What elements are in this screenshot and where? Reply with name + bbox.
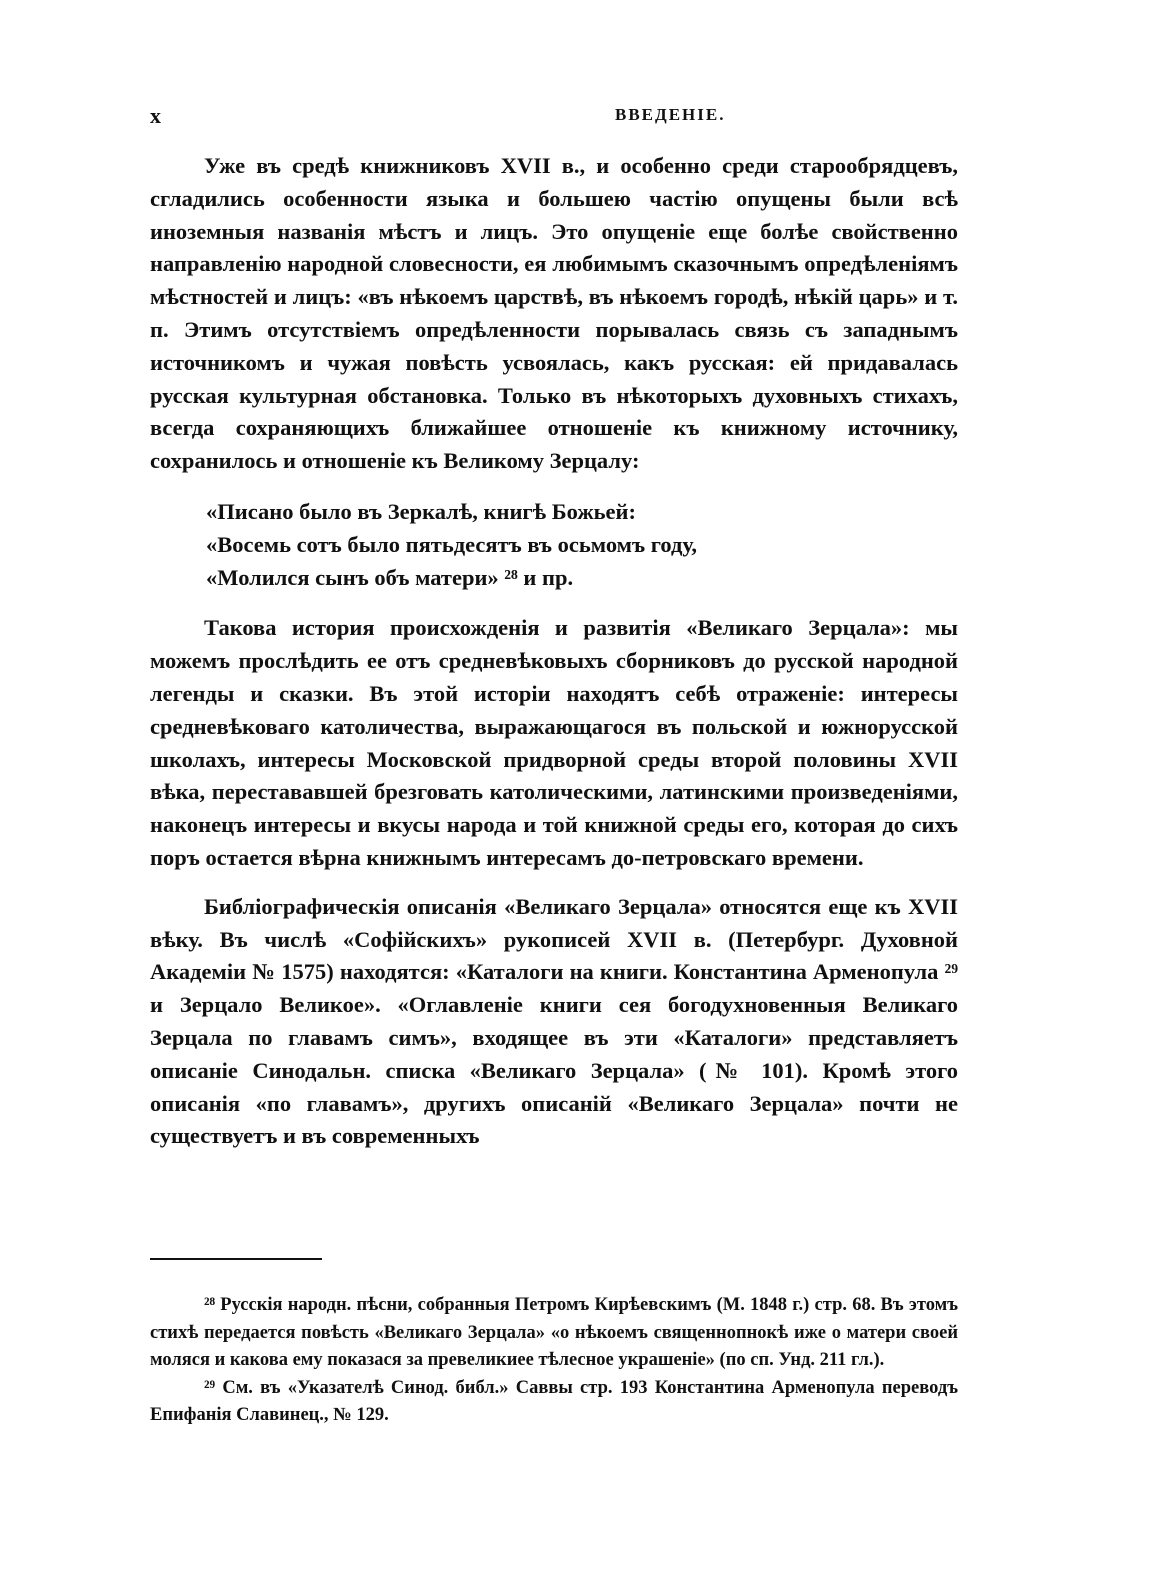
- footnotes: [150, 1292, 958, 1430]
- quote-line: «Восемь сотъ было пятьдесятъ въ осьмомъ году,: [206, 531, 697, 557]
- paragraph: Библіографическія описанія «Великаго Зерцала» относятся еще къ XVII вѣку. Въ числѣ «Софійскихъ» рукописей XVII в. (Петербург. Духовной Академіи № 1575) находятся: «Каталоги на книги. Константина Арменопула ²⁹ и Зерцало Великое». «Оглавленіе книги сея богодухновенныя Великаго Зерцала по главамъ симъ», входящее въ эти «Каталоги» представляетъ описаніе Синодальн. списка «Великаго Зерцала» (№ 101). Кромѣ этого описанія «по главамъ», другихъ описаній «Великаго Зерцала» почти не существуетъ и въ современныхъ: [150, 893, 958, 1149]
- main-text: [150, 150, 958, 1153]
- quote-line: «Молился сынъ объ матери» ²⁸ и пр.: [206, 564, 574, 590]
- footnote: ²⁸ Русскія народн. пѣсни, собранныя Петромъ Кирѣевскимъ (М. 1848 г.) стр. 68. Въ этомъ стихѣ передается повѣсть «Великаго Зерцала» «о нѣкоемъ священнопнокѣ иже о матери своей моляся и какова ему показася за превеликиее тѣлесное украшеніе» (по сп. Унд. 211 гл.).: [150, 1295, 958, 1371]
- paragraph: Уже въ средѣ книжниковъ XVII в., и особенно среди старообрядцевъ, сгладились особенности языка и большею частію опущены были всѣ иноземныя названія мѣстъ и лицъ. Это опущеніе еще болѣе свойственно направленію народной словесности, ея любимымъ сказочнымъ опредѣленіямъ мѣстностей и лицъ: «въ нѣкоемъ царствѣ, въ нѣкоемъ городѣ, нѣкій царь» и т. п. Этимъ отсутствіемъ опредѣленности порывалась связь съ западнымъ источникомъ и чужая повѣсть усвоялась, какъ русская: ей придавалась русская культурная обстановка. Только въ нѣкоторыхъ духовныхъ стихахъ, всегда сохраняющихъ ближайшее отношеніе къ книжному источнику, сохранилось и отношеніе къ Великому Зерцалу:: [150, 153, 958, 474]
- footnote-rule: [150, 1258, 322, 1260]
- page-header: [150, 103, 960, 133]
- quote-line: «Писано было въ Зеркалѣ, книгѣ Божьей:: [206, 498, 636, 524]
- paragraph: Такова история происхожденія и развитія «Великаго Зерцала»: мы можемъ прослѣдить ее отъ средневѣковыхъ сборниковъ до русской народной легенды и сказки. Въ этой исторіи находятъ себѣ отраженіе: интересы средневѣковаго католичества, выражающагося въ польской и южнорусской школахъ, интересы Московской придворной среды второй половины XVII вѣка, перестававшей брезговать католическими, латинскими произведеніями, наконецъ интересы и вкусы народа и той книжной среды его, которая до сихъ поръ остается вѣрна книжнымъ интересамъ до-петровскаго времени.: [150, 615, 958, 870]
- verse-quote: [206, 496, 958, 594]
- running-head: ВВЕДЕНІЕ.: [615, 105, 726, 124]
- page-number: x: [150, 103, 161, 128]
- footnote: ²⁹ См. въ «Указателѣ Синод. библ.» Саввы стр. 193 Константина Арменопула переводъ Епифанія Славинец., № 129.: [150, 1377, 958, 1426]
